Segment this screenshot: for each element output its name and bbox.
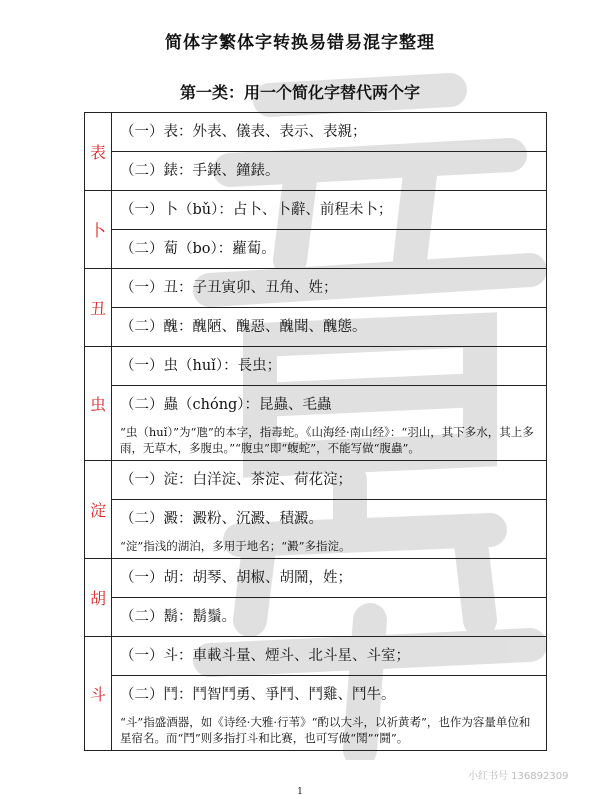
entry-character: 表 xyxy=(85,113,112,191)
entry-cell xyxy=(112,598,547,637)
entry-line-two: （二）醜：醜陋、醜惡、醜聞、醜態。 xyxy=(120,319,367,335)
entry-character: 虫 xyxy=(85,347,112,461)
table-row xyxy=(85,308,547,347)
entry-cell xyxy=(112,500,547,559)
entry-note: “虫（huǐ）”为“虺”的本字，指毒蛇。《山海经·南山经》：“羽山，其下多水，其上多雨，无草木，多腹虫。”“腹虫”即“蝮蛇”，不能写做“腹蟲”。 xyxy=(120,425,534,455)
entry-line-two: （二）澱：澱粉、沉澱、積澱。 xyxy=(120,511,323,527)
entry-line-two: （二）蟲（chóng）：昆蟲、毛蟲 xyxy=(120,397,332,413)
entry-character: 斗 xyxy=(85,637,112,751)
entry-cell xyxy=(112,347,547,386)
entry-line-two: （二）鬍：鬍鬚。 xyxy=(120,609,236,625)
entry-cell xyxy=(112,559,547,598)
entry-note: “淀”指浅的湖泊，多用于地名；“澱”多指淀。 xyxy=(120,539,351,553)
entry-character: 卜 xyxy=(85,191,112,269)
entry-cell xyxy=(112,230,547,269)
entry-cell xyxy=(112,152,547,191)
entry-cell xyxy=(112,386,547,461)
entry-cell xyxy=(112,308,547,347)
entry-line-one: （一）卜（bǔ）：占卜、卜辭、前程未卜； xyxy=(120,202,393,218)
table-row xyxy=(85,269,547,308)
entry-line-one: （一）胡：胡琴、胡椒、胡鬧，姓； xyxy=(120,570,352,586)
table-row xyxy=(85,559,547,598)
section-title: 第一类：用一个简化字替代两个字 xyxy=(179,83,420,102)
entry-cell xyxy=(112,461,547,500)
table-row xyxy=(85,500,547,559)
entry-character: 胡 xyxy=(85,559,112,637)
entry-line-one: （一）淀：白洋淀、茶淀、荷花淀； xyxy=(120,472,352,488)
table-row xyxy=(85,637,547,676)
entry-note: “斗”指盛酒器，如《诗经·大雅·行苇》“酌以大斗，以祈黄耇”，也作为容量单位和星宿名。而“鬥”则多指打斗和比赛，也可写做“鬦”“鬪”。 xyxy=(120,715,531,745)
table-row xyxy=(85,191,547,230)
entry-cell xyxy=(112,269,547,308)
table-row xyxy=(85,676,547,751)
entry-cell xyxy=(112,637,547,676)
table-row xyxy=(85,113,547,152)
table-row xyxy=(85,461,547,500)
entry-line-one: （一）丑：子丑寅卯、丑角、姓； xyxy=(120,280,338,296)
entry-line-two: （二）蔔（bo）：蘿蔔。 xyxy=(120,241,276,257)
table-row xyxy=(85,347,547,386)
page-title: 简体字繁体字转换易错易混字整理 xyxy=(165,33,435,53)
entry-cell xyxy=(112,191,547,230)
entry-line-one: （一）表：外表、儀表、表示、表親； xyxy=(120,124,367,140)
entry-character: 丑 xyxy=(85,269,112,347)
page-number: 1 xyxy=(297,787,303,797)
site-watermark: 小红书号 136892309 xyxy=(468,771,569,782)
entry-line-two: （二）錶：手錶、鐘錶。 xyxy=(120,163,280,179)
table-row xyxy=(85,152,547,191)
entry-cell xyxy=(112,676,547,751)
entry-line-two: （二）鬥：鬥智鬥勇、爭鬥、鬥雞、鬥牛。 xyxy=(120,687,396,703)
table-row xyxy=(85,598,547,637)
character-table xyxy=(84,112,547,751)
entry-line-one: （一）虫（huǐ）：長虫； xyxy=(120,358,282,374)
entry-line-one: （一）斗：車載斗量、煙斗、北斗星、斗室； xyxy=(120,648,410,664)
table-row xyxy=(85,386,547,461)
entry-character: 淀 xyxy=(85,461,112,559)
table-row xyxy=(85,230,547,269)
entry-cell xyxy=(112,113,547,152)
